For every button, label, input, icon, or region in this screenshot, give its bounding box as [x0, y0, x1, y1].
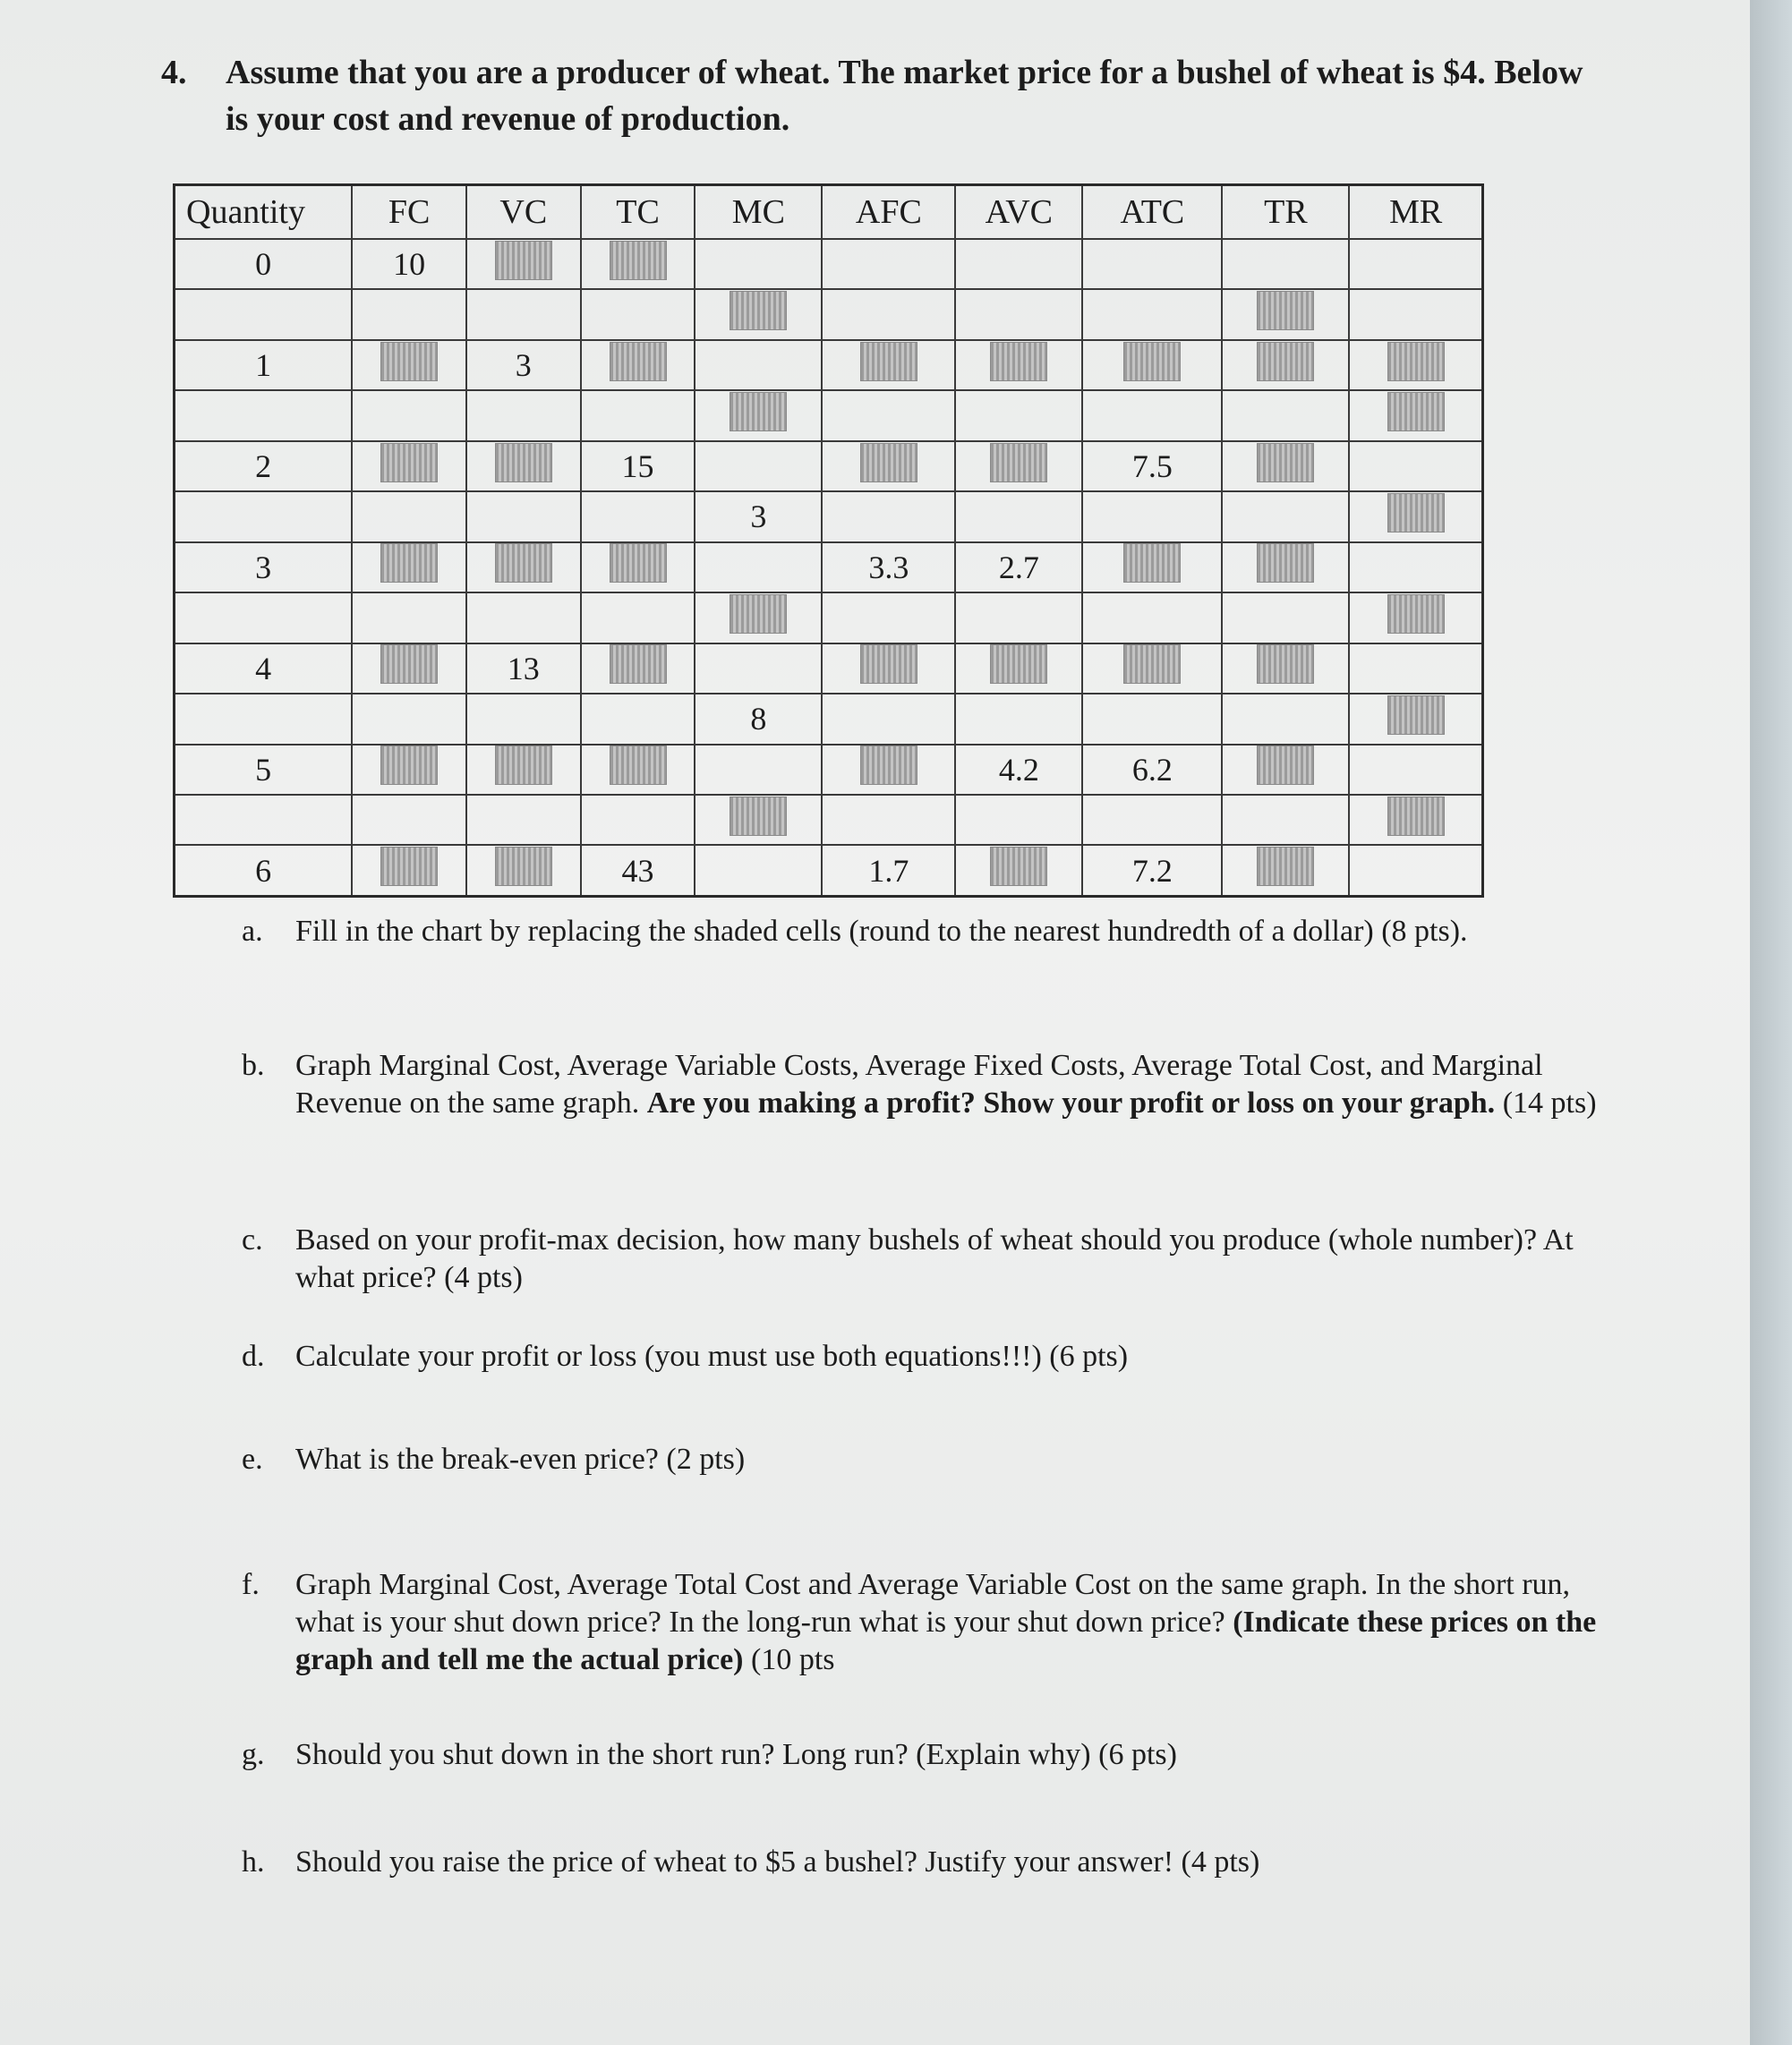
part-text [295, 913, 1629, 950]
table-cell [695, 239, 822, 289]
table-row [175, 592, 1483, 643]
table-cell [466, 694, 581, 744]
table-cell [822, 390, 955, 440]
table-cell [581, 845, 695, 896]
page-edge [1750, 0, 1792, 2045]
part-text-tail: (10 pts [743, 1643, 835, 1676]
cell-value: 3 [750, 498, 767, 535]
shaded-blank-cell [495, 241, 552, 280]
shaded-blank-cell [1123, 543, 1181, 583]
shaded-blank-cell [380, 746, 438, 785]
table-cell [352, 592, 466, 643]
table-cell [581, 340, 695, 390]
cell-value: 1 [255, 347, 272, 384]
part-text [295, 1566, 1629, 1679]
column-header-vc: VC [466, 185, 581, 240]
table-row [175, 289, 1483, 339]
table-cell [822, 340, 955, 390]
cell-value: 10 [393, 246, 426, 283]
table-cell [466, 592, 581, 643]
table-cell [466, 340, 581, 390]
table-cell [1222, 745, 1349, 795]
table-row [175, 845, 1483, 896]
table-cell [1082, 491, 1222, 541]
shaded-blank-cell [610, 342, 667, 381]
table-cell [352, 694, 466, 744]
part-label: b. [242, 1049, 265, 1082]
table-cell [1349, 592, 1482, 643]
column-header-mr: MR [1349, 185, 1482, 240]
cell-value: 2 [255, 448, 272, 485]
shaded-blank-cell [1257, 443, 1314, 482]
table-cell [1082, 239, 1222, 289]
table-cell [955, 845, 1082, 896]
table-cell [955, 795, 1082, 845]
shaded-blank-cell [1257, 847, 1314, 886]
part-text [295, 1222, 1629, 1297]
table-cell [352, 845, 466, 896]
part-text-bold: (Indicate these prices on the graph and tell me the actual price) [295, 1606, 1597, 1676]
table-cell [466, 795, 581, 845]
cell-value: 7.5 [1131, 448, 1173, 485]
part-text-main: Graph Marginal Cost, Average Variable Costs, Average Fixed Costs, Average Total Cost, and Marginal Revenue on the same graph. [295, 1049, 1543, 1120]
cell-value: 6.2 [1131, 751, 1173, 788]
table-cell [466, 542, 581, 592]
table-cell [175, 795, 353, 845]
table-cell [1222, 491, 1349, 541]
table-cell [822, 643, 955, 694]
table-cell [955, 491, 1082, 541]
table-cell [1349, 491, 1482, 541]
cell-value: 2.7 [998, 549, 1039, 585]
table-cell [695, 542, 822, 592]
column-header-tr: TR [1222, 185, 1349, 240]
table-row [175, 795, 1483, 845]
table-row [175, 441, 1483, 491]
shaded-blank-cell [1123, 342, 1181, 381]
table-cell [1222, 795, 1349, 845]
table-cell [1349, 542, 1482, 592]
table-cell [352, 390, 466, 440]
table-cell [1082, 694, 1222, 744]
table-cell [581, 542, 695, 592]
table-cell [581, 239, 695, 289]
table-cell [466, 239, 581, 289]
table-cell [695, 745, 822, 795]
question-number: 4. [161, 54, 187, 91]
table-cell [822, 795, 955, 845]
table-cell [955, 441, 1082, 491]
shaded-blank-cell [1387, 342, 1445, 381]
table-cell [955, 592, 1082, 643]
shaded-blank-cell [1257, 291, 1314, 330]
cell-value: 3 [255, 549, 272, 585]
table-cell [581, 694, 695, 744]
table-cell [466, 390, 581, 440]
shaded-blank-cell [1257, 342, 1314, 381]
table-cell [1082, 643, 1222, 694]
shaded-blank-cell [610, 746, 667, 785]
table-cell [352, 239, 466, 289]
table-row [175, 239, 1483, 289]
table-cell [1222, 592, 1349, 643]
table-cell [175, 542, 353, 592]
table-cell [466, 643, 581, 694]
table-header-row [175, 185, 1483, 240]
table-cell [1082, 390, 1222, 440]
part-text-main: Graph Marginal Cost, Average Total Cost and Average Variable Cost on the same graph. In the short run, what is your shut down price? In the long-run what is your shut down price? [295, 1568, 1571, 1639]
table-cell [1349, 441, 1482, 491]
table-cell [1082, 745, 1222, 795]
table-cell [352, 340, 466, 390]
cost-table [173, 183, 1484, 898]
shaded-blank-cell [730, 594, 787, 634]
table-cell [1349, 390, 1482, 440]
table-cell [955, 745, 1082, 795]
part-text-main: Based on your profit-max decision, how many bushels of wheat should you produce (whole number)? At what price? (4 pts) [295, 1223, 1574, 1294]
table-cell [466, 745, 581, 795]
shaded-blank-cell [380, 847, 438, 886]
table-cell [955, 390, 1082, 440]
shaded-blank-cell [610, 543, 667, 583]
column-header-avc: AVC [955, 185, 1082, 240]
table-cell [1082, 542, 1222, 592]
table-cell [695, 441, 822, 491]
table-cell [1349, 795, 1482, 845]
table-cell [1349, 340, 1482, 390]
part-text-bold: Are you making a profit? Show your profit or loss on your graph. [646, 1086, 1496, 1120]
table-cell [1222, 542, 1349, 592]
shaded-blank-cell [380, 342, 438, 381]
table-cell [1082, 845, 1222, 896]
part-label: g. [242, 1738, 265, 1771]
part-label: a. [242, 915, 263, 948]
table-cell [695, 845, 822, 896]
table-cell [175, 289, 353, 339]
part-text-main: What is the break-even price? (2 pts) [295, 1443, 746, 1476]
table-cell [1349, 643, 1482, 694]
column-header-tc: TC [581, 185, 695, 240]
shaded-blank-cell [1257, 746, 1314, 785]
table-cell [695, 390, 822, 440]
table-cell [1082, 592, 1222, 643]
table-cell [175, 340, 353, 390]
table-cell [1222, 441, 1349, 491]
table-cell [581, 592, 695, 643]
table-cell [822, 239, 955, 289]
table-cell [955, 694, 1082, 744]
cell-value: 0 [255, 246, 272, 283]
table-cell [822, 542, 955, 592]
shaded-blank-cell [860, 644, 917, 684]
cell-value: 3 [515, 347, 532, 384]
shaded-blank-cell [610, 241, 667, 280]
column-header-afc: AFC [822, 185, 955, 240]
shaded-blank-cell [1257, 644, 1314, 684]
cell-value: 7.2 [1131, 852, 1173, 889]
part-text [295, 1338, 1629, 1376]
table-cell [1222, 643, 1349, 694]
cost-revenue-table [173, 183, 1484, 898]
table-row [175, 390, 1483, 440]
question-stem: Assume that you are a producer of wheat. The market price for a bushel of wheat is $4. Below is your cost and revenue of production. [226, 54, 1583, 138]
shaded-blank-cell [990, 847, 1047, 886]
cell-value: 8 [750, 701, 767, 737]
part-text-main: Calculate your profit or loss (you must use both equations!!!) (6 pts) [295, 1340, 1129, 1373]
cell-value: 1.7 [868, 852, 909, 889]
table-cell [175, 239, 353, 289]
table-cell [1222, 694, 1349, 744]
table-cell [1349, 845, 1482, 896]
table-cell [175, 745, 353, 795]
cell-value: 4 [255, 650, 272, 686]
cell-value: 43 [621, 852, 654, 889]
shaded-blank-cell [730, 392, 787, 431]
table-cell [1222, 845, 1349, 896]
table-cell [1222, 340, 1349, 390]
table-row [175, 542, 1483, 592]
table-cell [581, 491, 695, 541]
table-cell [1082, 795, 1222, 845]
table-cell [955, 289, 1082, 339]
table-cell [175, 845, 353, 896]
shaded-blank-cell [495, 746, 552, 785]
table-cell [175, 592, 353, 643]
shaded-blank-cell [1387, 594, 1445, 634]
part-label: f. [242, 1568, 260, 1601]
cell-value: 3.3 [868, 549, 909, 585]
part-text [295, 1047, 1629, 1122]
shaded-blank-cell [1387, 797, 1445, 836]
table-cell [695, 643, 822, 694]
table-cell [822, 289, 955, 339]
cell-value: 5 [255, 751, 272, 788]
table-cell [581, 289, 695, 339]
table-cell [175, 694, 353, 744]
column-header-fc: FC [352, 185, 466, 240]
cell-value: 13 [507, 650, 540, 686]
table-cell [822, 845, 955, 896]
table-cell [466, 289, 581, 339]
shaded-blank-cell [380, 443, 438, 482]
table-cell [1082, 441, 1222, 491]
table-cell [581, 745, 695, 795]
shaded-blank-cell [860, 746, 917, 785]
part-label: d. [242, 1340, 265, 1373]
part-text [295, 1844, 1629, 1881]
table-cell [955, 643, 1082, 694]
shaded-blank-cell [990, 443, 1047, 482]
shaded-blank-cell [860, 443, 917, 482]
table-cell [352, 542, 466, 592]
table-cell [1349, 745, 1482, 795]
cell-value: 6 [255, 852, 272, 889]
shaded-blank-cell [730, 797, 787, 836]
table-row [175, 745, 1483, 795]
table-cell [1222, 390, 1349, 440]
column-header-quantity: Quantity [175, 185, 353, 240]
table-cell [352, 289, 466, 339]
table-cell [1222, 239, 1349, 289]
table-cell [466, 845, 581, 896]
table-cell [822, 592, 955, 643]
part-label: e. [242, 1443, 263, 1476]
shaded-blank-cell [1387, 493, 1445, 533]
table-row [175, 340, 1483, 390]
column-header-atc: ATC [1082, 185, 1222, 240]
table-cell [1222, 289, 1349, 339]
table-cell [175, 390, 353, 440]
table-cell [352, 643, 466, 694]
column-header-mc: MC [695, 185, 822, 240]
table-cell [466, 441, 581, 491]
part-text-main: Should you raise the price of wheat to $5 a bushel? Justify your answer! (4 pts) [295, 1845, 1260, 1879]
table-cell [175, 491, 353, 541]
table-cell [581, 390, 695, 440]
cell-value: 4.2 [998, 751, 1039, 788]
table-cell [175, 441, 353, 491]
part-text [295, 1736, 1629, 1774]
table-cell [695, 795, 822, 845]
shaded-blank-cell [610, 644, 667, 684]
table-cell [581, 441, 695, 491]
table-cell [822, 491, 955, 541]
part-text-main: Should you shut down in the short run? Long run? (Explain why) (6 pts) [295, 1738, 1177, 1771]
table-cell [1082, 340, 1222, 390]
shaded-blank-cell [495, 543, 552, 583]
shaded-blank-cell [380, 543, 438, 583]
shaded-blank-cell [1257, 543, 1314, 583]
table-cell [695, 694, 822, 744]
table-cell [955, 340, 1082, 390]
part-text-main: Fill in the chart by replacing the shaded cells (round to the nearest hundredth of a dollar) (8 pts). [295, 915, 1468, 948]
table-cell [695, 289, 822, 339]
table-cell [1349, 289, 1482, 339]
table-cell [352, 491, 466, 541]
table-cell [822, 441, 955, 491]
table-cell [955, 239, 1082, 289]
table-cell [466, 491, 581, 541]
table-cell [695, 491, 822, 541]
shaded-blank-cell [990, 644, 1047, 684]
part-text-tail: (14 pts) [1495, 1086, 1597, 1120]
shaded-blank-cell [495, 443, 552, 482]
table-cell [822, 745, 955, 795]
table-cell [581, 795, 695, 845]
cell-value: 15 [621, 448, 654, 485]
table-cell [955, 542, 1082, 592]
part-text [295, 1441, 1629, 1478]
table-cell [1349, 694, 1482, 744]
table-cell [581, 643, 695, 694]
table-cell [695, 340, 822, 390]
part-label: c. [242, 1223, 263, 1257]
part-label: h. [242, 1845, 265, 1879]
table-row [175, 491, 1483, 541]
shaded-blank-cell [495, 847, 552, 886]
shaded-blank-cell [990, 342, 1047, 381]
table-cell [175, 643, 353, 694]
table-row [175, 694, 1483, 744]
shaded-blank-cell [1387, 695, 1445, 735]
table-cell [822, 694, 955, 744]
table-cell [352, 745, 466, 795]
table-cell [1082, 289, 1222, 339]
table-cell [695, 592, 822, 643]
shaded-blank-cell [1123, 644, 1181, 684]
table-cell [1349, 239, 1482, 289]
shaded-blank-cell [860, 342, 917, 381]
table-cell [352, 795, 466, 845]
table-row [175, 643, 1483, 694]
shaded-blank-cell [380, 644, 438, 684]
table-cell [352, 441, 466, 491]
shaded-blank-cell [730, 291, 787, 330]
shaded-blank-cell [1387, 392, 1445, 431]
